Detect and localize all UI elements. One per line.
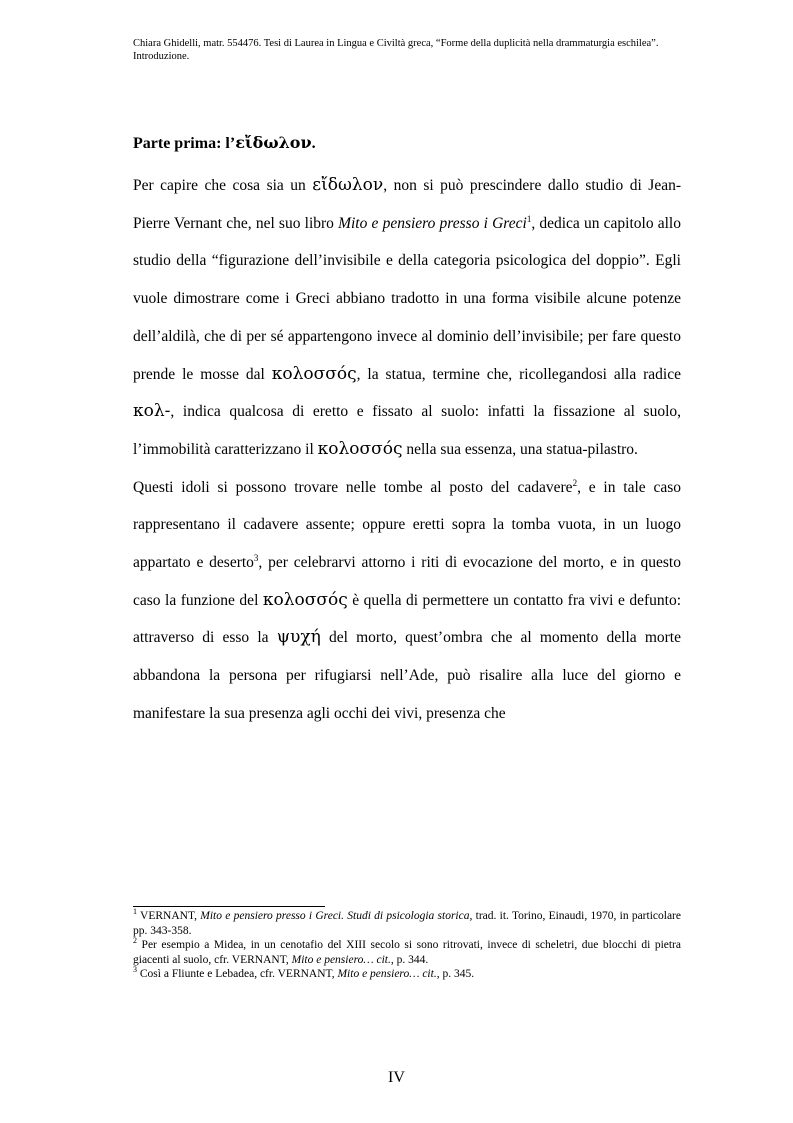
greek-term-kolossos: κολοσσός <box>271 363 357 384</box>
text-run: , e in tale caso rappresentano il cadavere assente; oppure eretti sopra la tomba vuota, in un luogo appartato e deserto <box>133 478 681 572</box>
text-run: è quella di permettere un contatto fra vivi e defunto: attraverso di esso la <box>133 591 681 647</box>
section-title <box>133 133 681 154</box>
footnote-ref-3[interactable]: 3 <box>253 552 259 563</box>
text-run: VERNANT, <box>137 910 201 922</box>
text-run: Per capire che cosa sia un <box>133 177 313 194</box>
text-run: , per celebrarvi attorno i riti di evocazione del morto, e in questo caso la funzione del <box>133 554 681 609</box>
footnote-number: 3 <box>133 965 137 975</box>
book-title: Mito e pensiero presso i Greci <box>338 214 527 232</box>
header-line-1: Chiara Ghidelli, matr. 554476. Tesi di Laurea in Lingua e Civiltà greca, “Forme della duplicità nella drammaturgia eschilea”. <box>133 38 659 49</box>
main-text <box>133 133 681 733</box>
paragraph-2 <box>133 469 681 733</box>
text-run: , indica qualcosa di eretto e fissato al suolo: infatti la fissazione al suolo, l’immobilità caratterizzano il <box>133 403 681 458</box>
footnote-ref-1[interactable]: 1 <box>526 213 532 224</box>
text-run: , la statua, termine che, ricollegandosi alla radice <box>356 365 681 383</box>
greek-term-eidolon: εἴδωλον <box>312 175 384 195</box>
text-run: del morto, quest’ombra che al momento della morte abbandona la persona per rifugiarsi nell’Ade, può risalire alla luce del giorno e manifestare la sua presenza agli occhi dei vivi, presenza che <box>133 629 681 722</box>
text-run: nella sua essenza, una statua-pilastro. <box>402 440 638 458</box>
text-run: , non si può prescindere dallo studio di Jean-Pierre Vernant che, nel suo libro <box>133 177 681 232</box>
cited-title: Mito e pensiero… cit. <box>337 968 437 980</box>
section-title-suffix: . <box>311 135 316 152</box>
footnote-ref-2[interactable]: 2 <box>572 477 578 488</box>
section-title-greek: εἴδωλον <box>235 133 312 152</box>
header-line-2: Introduzione. <box>133 51 190 62</box>
text-run: Così a Fliunte e Lebadea, cfr. VERNANT, <box>137 968 338 980</box>
section-title-prefix: Parte prima: l’ <box>133 135 236 152</box>
footnote-number: 2 <box>133 936 137 946</box>
greek-term-kolossos: κολοσσός <box>262 589 348 610</box>
footnote-separator <box>133 906 325 907</box>
text-run: , dedica un capitolo allo studio della “figurazione dell’invisibile e della categoria psicologica del doppio”. Egli vuole dimostrare come i Greci abbiano tradotto in una forma visibile alcune potenze dell’aldilà, che di per sé appartengono invece al dominio dell’invisibile; per fare questo prende le mosse dal <box>133 214 681 383</box>
text-run: trad. it. Torino, Einaudi, 1970, in particolare pp. 343-358. <box>133 910 681 937</box>
cited-title: Mito e pensiero… cit. <box>291 953 391 966</box>
running-header <box>133 37 673 63</box>
cited-title: Mito e pensiero presso i Greci. Studi di psicologia storica, <box>200 910 473 922</box>
greek-term-kolossos: κολοσσός <box>317 438 403 459</box>
text-run: , p. 345. <box>436 968 475 980</box>
paragraph-1 <box>133 167 681 469</box>
footnote-1 <box>133 909 681 938</box>
footnote-3 <box>133 967 681 982</box>
text-run: Questi idoli si possono trovare nelle tombe al posto del cadavere <box>133 478 573 496</box>
text-run: Per esempio a Midea, in un cenotafio del XIII secolo si sono ritrovati, invece di scheletri, due blocchi di pietra giacenti al suolo, cfr. VERNANT, <box>133 939 681 966</box>
footnote-2 <box>133 938 681 967</box>
page-number: IV <box>388 1069 405 1086</box>
text-run: , p. 344. <box>390 953 429 966</box>
greek-term-kol: κολ- <box>133 401 171 422</box>
greek-term-psyche: ψυχή <box>276 627 321 648</box>
footnotes <box>133 909 681 982</box>
footnote-number: 1 <box>133 907 137 917</box>
